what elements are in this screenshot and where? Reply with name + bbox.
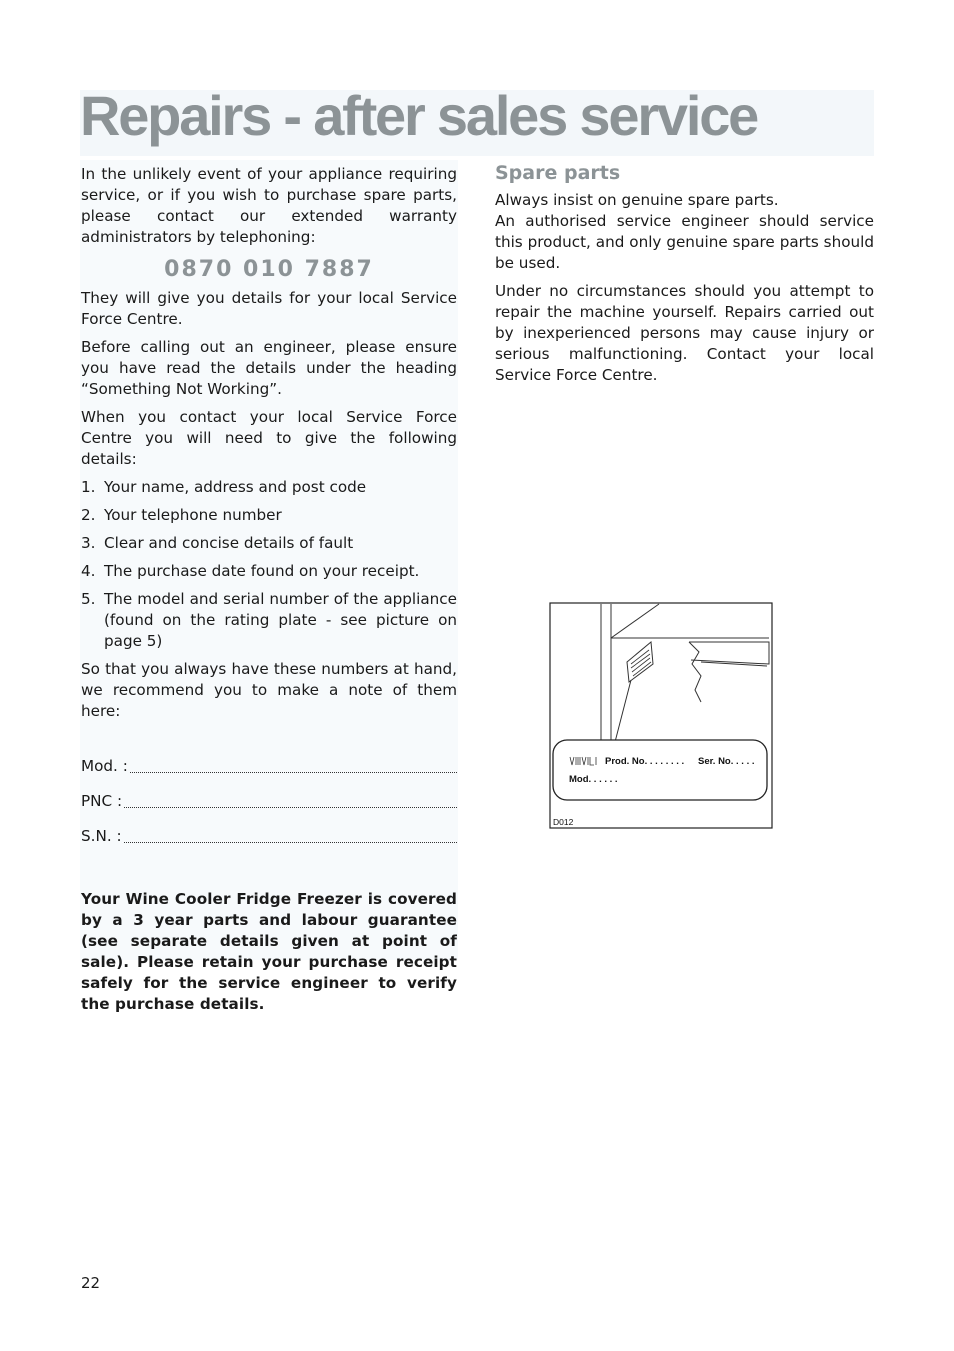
guarantee-paragraph: Your Wine Cooler Fridge Freezer is covered by a 3 year parts and labour guarantee (see separate details given at point of sale). Please retain your purchase receipt safely for the service engineer to verify the purchase details. (81, 890, 457, 1013)
serial-number-field[interactable] (81, 826, 457, 847)
serial-number-field-line (124, 842, 457, 843)
model-label: Mod. . . . . . (569, 774, 618, 785)
model-field[interactable] (81, 756, 457, 777)
authorised-engineer-paragraph: An authorised service engineer should service this product, and only genuine spare parts should be used. (495, 212, 874, 272)
page-title: Repairs - after sales service (80, 84, 758, 147)
model-field-line (130, 772, 457, 773)
list-number: 4. (81, 562, 96, 580)
list-item (81, 533, 457, 554)
list-item (81, 477, 457, 498)
phone-number: 0870 010 7887 (164, 257, 374, 282)
serial-number-label: Ser. No. . . . . (698, 756, 755, 767)
list-text: Your telephone number (104, 506, 282, 524)
rating-plate-callout (553, 740, 767, 800)
rating-plate-illustration (549, 602, 773, 830)
serial-number-field-label: S.N. : (81, 827, 122, 845)
spare-parts-heading: Spare parts (495, 162, 621, 184)
list-number: 3. (81, 534, 96, 552)
list-number: 1. (81, 478, 96, 496)
pnc-field[interactable] (81, 791, 457, 812)
no-self-repair-paragraph: Under no circumstances should you attempt to repair the machine yourself. Repairs carried out by inexperienced persons may cause injury or serious malfunctioning. Contact your local Service Force Centre. (495, 282, 874, 384)
list-item (81, 505, 457, 526)
illustration-code: D012 (553, 817, 574, 827)
list-item (81, 589, 457, 652)
list-number: 5. (81, 590, 96, 608)
note-fields (81, 756, 457, 847)
list-item (81, 561, 457, 582)
pnc-field-label: PNC : (81, 792, 123, 810)
right-column (495, 160, 874, 393)
pnc-field-line (124, 807, 457, 808)
list-text: Clear and concise details of fault (104, 534, 354, 552)
list-number: 2. (81, 506, 96, 524)
when-contact-paragraph: When you contact your local Service Force Centre you will need to give the following details: (81, 408, 457, 468)
list-text: The model and serial number of the appliance (found on the rating plate - see picture on page 5) (104, 590, 457, 650)
model-field-label: Mod. : (81, 757, 128, 775)
left-column (81, 164, 457, 1022)
prod-number-label: Prod. No. . . . . . . . (605, 756, 685, 767)
list-text: Your name, address and post code (104, 478, 367, 496)
service-force-paragraph: They will give you details for your local Service Force Centre. (81, 289, 457, 328)
before-calling-paragraph: Before calling out an engineer, please ensure you have read the details under the heading “Something Not Working”. (81, 338, 457, 398)
list-text: The purchase date found on your receipt. (104, 562, 420, 580)
intro-paragraph: In the unlikely event of your appliance requiring service, or if you wish to purchase spare parts, please contact our extended warranty administrators by telephoning: (81, 165, 457, 246)
genuine-parts-paragraph: Always insist on genuine spare parts. (495, 191, 779, 209)
details-list (81, 477, 457, 652)
note-paragraph: So that you always have these numbers at hand, we recommend you to make a note of them here: (81, 660, 457, 720)
page-number: 22 (81, 1274, 101, 1292)
